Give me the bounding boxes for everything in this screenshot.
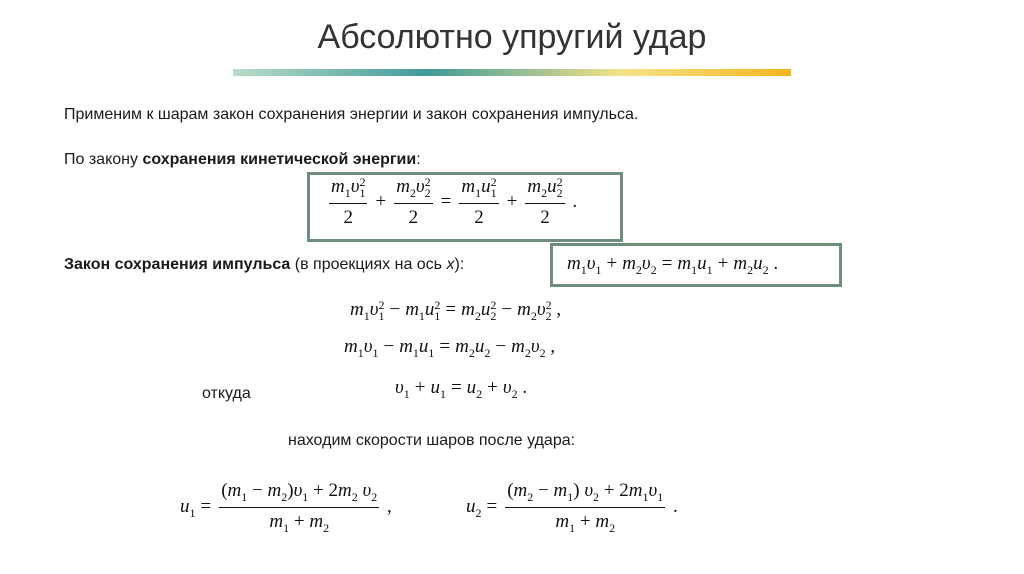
slide-title: Абсолютно упругий удар [317, 18, 707, 56]
equation-1: $m_1\upsilon$ 2 1 − $m_1u$ 2 1 = $m_2u$ 2 2 − $m_2\upsilon$ 2 2 , [350, 297, 562, 323]
equation-2: $m_1\upsilon_1 - m_1u_1 = m_2u_2 - m_2\upsilon_2$ , [344, 336, 556, 360]
energy-prefix: По закону [64, 151, 143, 168]
equation-3: $\upsilon_1 + u_1 = u_2 + \upsilon_2$ . [395, 377, 528, 401]
energy-suffix: : [416, 151, 421, 168]
momentum-bold: Закон сохранения импульса [64, 256, 291, 273]
find-speeds-text: находим скорости шаров после удара: [288, 432, 576, 449]
energy-heading [64, 151, 421, 169]
energy-formula: $m_1\upsilon$ 2 1 2 + $m_2\upsilon$ 2 2 2 = $m_1u$ 2 1 2 + $m_2u$ 2 2 2 . [331, 174, 578, 228]
u2-formula: $u_2$ = $\frac{(m_2 - m_1) \upsilon_2 + 2m_1\upsilon_1}{m_1 + m_2}$ . [466, 480, 678, 535]
momentum-rest-1: (в проекциях на ось [290, 256, 447, 273]
title-gradient-bar [233, 69, 791, 76]
whence-label: откуда [202, 385, 251, 402]
u1-formula: $u_1$ = $\frac{(m_1 - m_2)\upsilon_1 + 2m_2 \upsilon_2}{m_1 + m_2}$ , [180, 480, 392, 535]
momentum-heading [64, 256, 464, 274]
momentum-formula: $m_1\upsilon_1 + m_2\upsilon_2 = m_1u_1 + m_2u_2$ . [567, 253, 779, 277]
intro-text: Применим к шарам закон сохранения энергии и закон сохранения импульса. [64, 106, 639, 123]
momentum-axis: x [446, 256, 455, 273]
momentum-rest-2: ): [454, 256, 465, 273]
energy-bold: сохранения кинетической энергии [142, 151, 417, 168]
